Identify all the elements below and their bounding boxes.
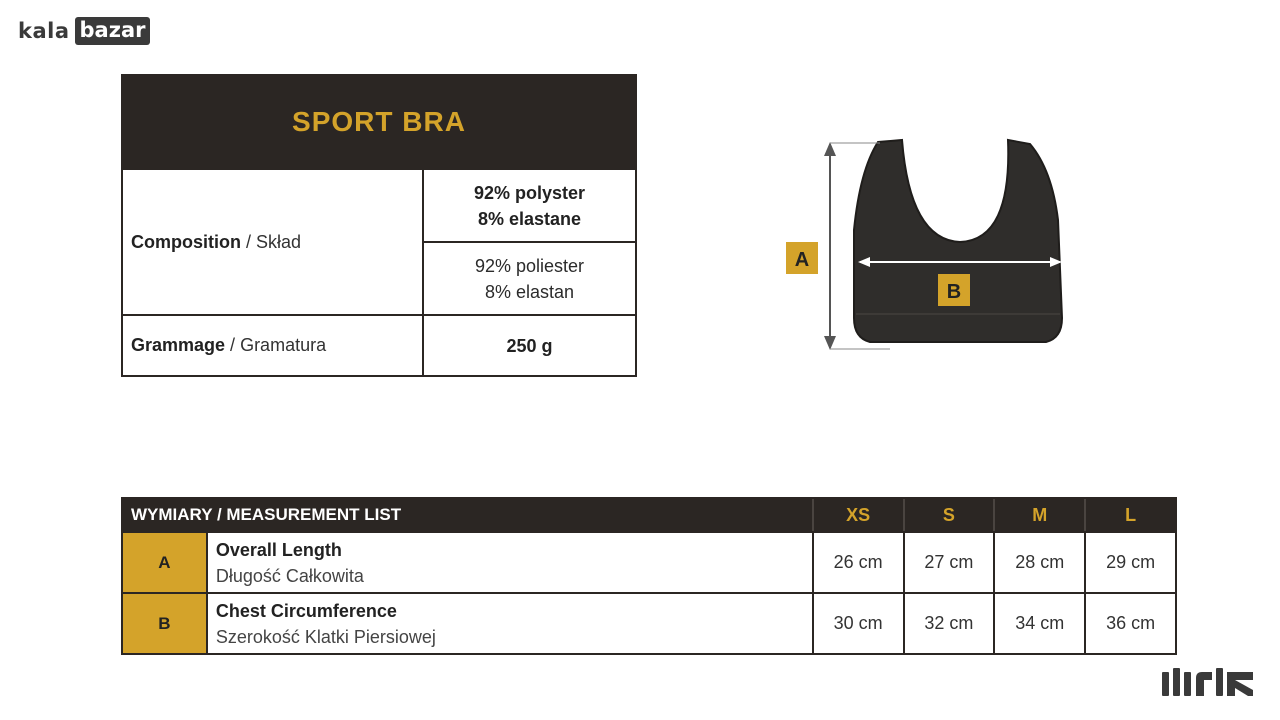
kalabazar-persian-logo — [1160, 664, 1256, 703]
composition-label — [123, 170, 424, 314]
size-header-m: M — [993, 499, 1084, 531]
composition-value-pl — [424, 241, 635, 314]
composition-label-sep: / — [241, 231, 257, 252]
table-row — [123, 592, 1175, 653]
composition-value-en — [424, 170, 635, 241]
grammage-label-en: Grammage — [131, 335, 226, 355]
measurement-table — [121, 497, 1177, 655]
size-header-xs: XS — [812, 499, 903, 531]
composition-en-line1: 92% polyster — [473, 182, 586, 203]
spec-table — [121, 74, 637, 377]
cell-m: 28 cm — [993, 533, 1084, 592]
row-description — [208, 594, 812, 653]
row-name-en: Overall Length — [215, 539, 342, 560]
row-description — [208, 533, 812, 592]
logo-kala-text: kala — [18, 19, 70, 43]
cell-xs: 26 cm — [812, 533, 903, 592]
table-row — [123, 531, 1175, 592]
cell-m: 34 cm — [993, 594, 1084, 653]
spec-title: SPORT BRA — [123, 76, 635, 168]
cell-s: 27 cm — [903, 533, 994, 592]
grammage-label-sep: / — [225, 335, 241, 355]
kalabazar-logo[interactable] — [18, 17, 150, 45]
size-header-s: S — [903, 499, 994, 531]
composition-row — [123, 168, 635, 314]
sport-bra-illustration — [780, 130, 1080, 365]
composition-en-line2: 8% elastane — [477, 208, 582, 229]
grammage-label-pl: Gramatura — [240, 335, 327, 355]
dimension-b-label: B — [946, 281, 962, 303]
bra-shape — [854, 140, 1062, 342]
composition-pl-line2: 8% elastan — [484, 281, 575, 302]
grammage-row — [123, 314, 635, 375]
logo-bazar-text: bazar — [75, 17, 151, 45]
dimension-a-label: A — [794, 249, 810, 271]
cell-s: 32 cm — [903, 594, 994, 653]
measurement-title: WYMIARY / MEASUREMENT LIST — [131, 505, 402, 524]
size-header-l: L — [1084, 499, 1175, 531]
composition-label-pl: Skład — [256, 231, 302, 252]
row-letter: B — [123, 594, 208, 653]
grammage-label — [123, 316, 424, 375]
cell-l: 36 cm — [1084, 594, 1175, 653]
measurement-header — [123, 499, 1175, 531]
cell-xs: 30 cm — [812, 594, 903, 653]
composition-pl-line1: 92% poliester — [474, 255, 585, 276]
row-letter: A — [123, 533, 208, 592]
cell-l: 29 cm — [1084, 533, 1175, 592]
row-name-en: Chest Circumference — [215, 600, 397, 621]
grammage-value: 250 g — [506, 335, 553, 356]
row-name-pl: Szerokość Klatki Piersiowej — [215, 626, 436, 647]
row-name-pl: Długość Całkowita — [215, 565, 364, 586]
composition-label-en: Composition — [131, 231, 241, 252]
